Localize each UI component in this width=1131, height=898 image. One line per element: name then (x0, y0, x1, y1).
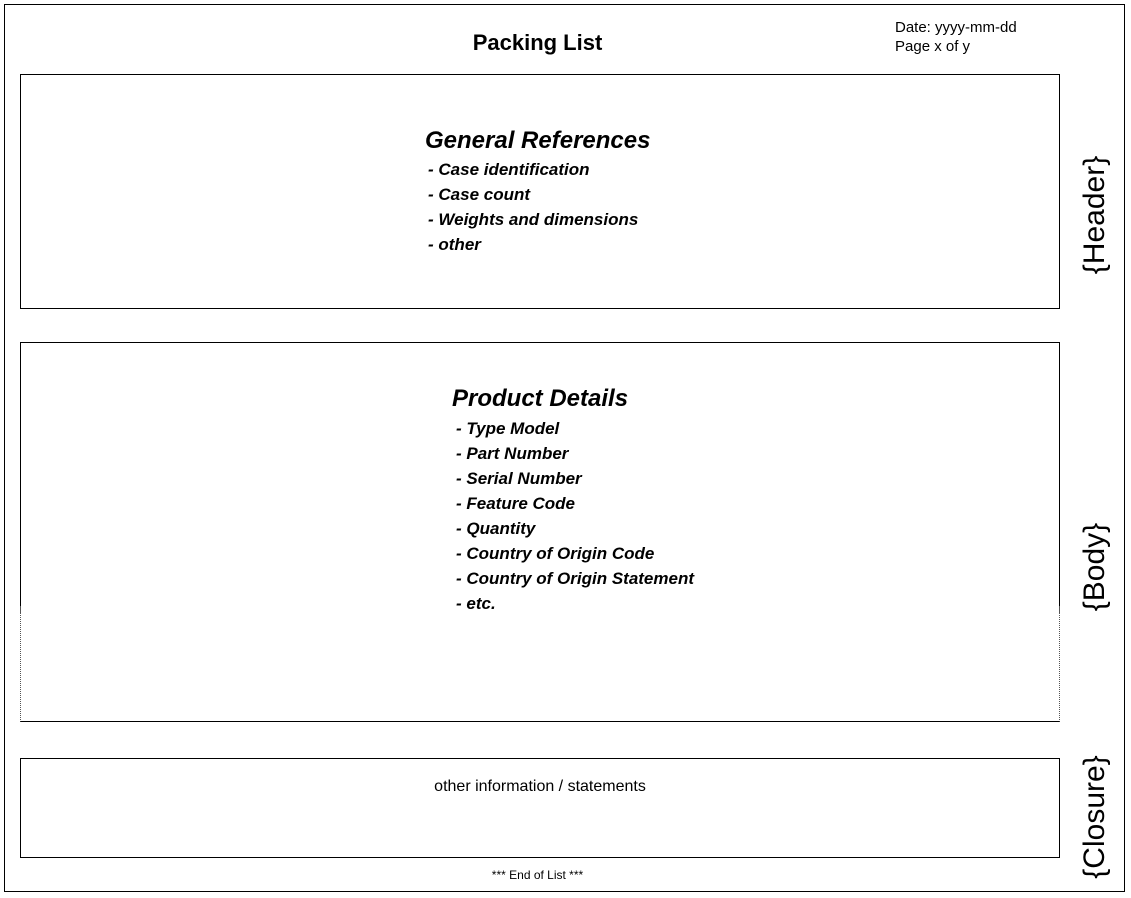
body-tick-left (20, 606, 21, 614)
general-references-list (428, 157, 638, 257)
list-item: - Case count (428, 185, 531, 204)
general-references-title: General References (425, 127, 651, 154)
closure-section-box (20, 758, 1060, 858)
list-item: - other (428, 235, 481, 254)
product-details-title: Product Details (452, 385, 629, 412)
product-details-list (456, 416, 694, 616)
header-side-label: {Header} (1078, 155, 1111, 275)
list-item: - Part Number (456, 444, 569, 463)
date-label: Date: yyyy-mm-dd (895, 19, 1017, 36)
list-item: - etc. (456, 594, 496, 613)
list-item: - Feature Code (456, 494, 576, 513)
body-side-label: {Body} (1078, 522, 1111, 612)
list-item: - Country of Origin Statement (456, 569, 694, 588)
page-label: Page x of y (895, 38, 971, 55)
body-tick-right (1059, 606, 1060, 614)
list-item: - Case identification (428, 160, 590, 179)
list-item: - Serial Number (456, 469, 582, 488)
document-title: Packing List (472, 30, 603, 55)
closure-side-label: {Closure} (1078, 755, 1111, 879)
body-section-extension (20, 612, 1060, 722)
closure-text: other information / statements (434, 778, 646, 795)
list-item: - Quantity (456, 519, 536, 538)
document-meta (895, 18, 1017, 56)
end-of-list: *** End of List *** (491, 868, 584, 882)
list-item: - Weights and dimensions (428, 210, 639, 229)
list-item: - Country of Origin Code (456, 544, 655, 563)
list-item: - Type Model (456, 419, 560, 438)
